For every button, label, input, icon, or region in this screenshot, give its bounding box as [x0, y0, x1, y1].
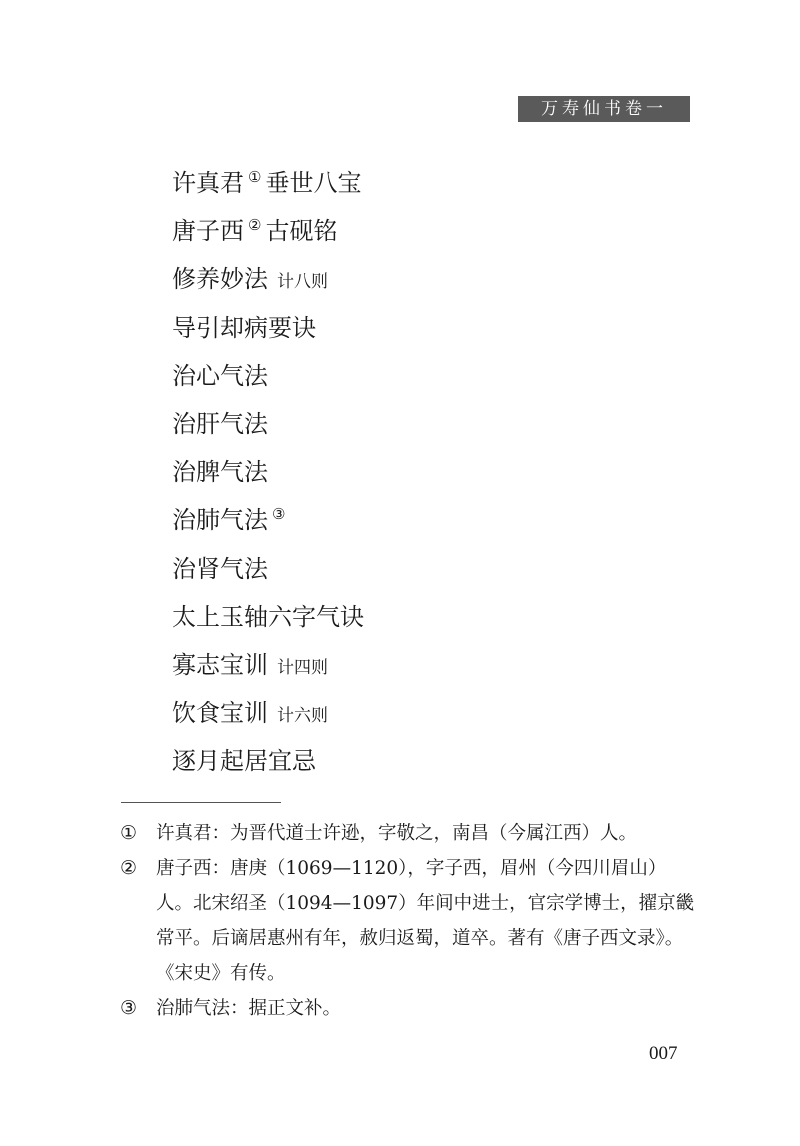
toc-item: [172, 735, 373, 783]
toc-item-title: 饮食宝训: [172, 699, 268, 728]
footnote-number: ②: [120, 857, 138, 879]
toc-item-title-continued: 垂世八宝: [265, 169, 362, 197]
footnote-marker: ③: [272, 505, 286, 524]
toc-item: [172, 639, 373, 687]
toc-item-title: 许真君: [172, 169, 244, 197]
toc-item-note: 计六则: [277, 706, 328, 727]
toc-item-note: 计四则: [277, 657, 328, 678]
footnote-marker: ①: [248, 168, 262, 186]
toc-item-title: 逐月起居宜忌: [172, 747, 316, 776]
toc-item-title: 太上玉轴六字气诀: [172, 602, 364, 631]
toc-item: [172, 205, 373, 253]
toc-item: [172, 398, 373, 446]
toc-item: [172, 157, 373, 205]
table-of-contents: [172, 157, 373, 783]
footnote-number: ③: [120, 997, 138, 1019]
toc-item: [172, 302, 373, 350]
toc-item: [172, 350, 373, 398]
toc-item: [172, 446, 373, 494]
toc-item-title-continued: 古砚铭: [265, 217, 338, 246]
toc-item: [172, 591, 373, 639]
footnote-text: 治肺气法：据正文补。: [156, 998, 342, 1019]
running-title: 万寿仙书卷一: [518, 96, 690, 122]
footnote-number: ①: [120, 822, 138, 844]
toc-item-note: 计八则: [277, 272, 328, 293]
toc-item-title: 治心气法: [172, 361, 268, 390]
toc-item: [172, 543, 373, 591]
footnote: [120, 991, 695, 1026]
footnote-text: 许真君：为晋代道士许逊，字敬之，南昌（今属江西）人。: [156, 823, 638, 844]
footnotes: [120, 816, 695, 1026]
footnote-divider: [121, 802, 281, 803]
toc-item: [172, 253, 373, 301]
footnote-text: 唐子西：唐庚（1069—1120），字子西，眉州（今四川眉山）人。北宋绍圣（1094—1097）年间中进士，官宗学博士，擢京畿常平。后谪居惠州有年，赦归返蜀，道卒。著有《唐子西文录》。《宋史》有传。: [156, 858, 695, 984]
toc-item-title: 治脾气法: [172, 458, 268, 487]
footnote: [120, 851, 695, 991]
toc-item-title: 导引却病要诀: [172, 313, 316, 342]
toc-item: [172, 494, 373, 542]
footnote: [120, 816, 695, 851]
toc-item-title: 治肺气法: [172, 506, 268, 535]
toc-item-title: 治肝气法: [172, 409, 268, 438]
toc-item-title: 修养妙法: [172, 265, 268, 294]
toc-item-title: 寡志宝训: [172, 650, 268, 679]
toc-item-title: 唐子西: [172, 217, 244, 246]
footnote-marker: ②: [248, 216, 262, 235]
page-number: 007: [649, 1043, 678, 1064]
toc-item-title: 治肾气法: [172, 554, 268, 583]
toc-item: [172, 687, 373, 735]
